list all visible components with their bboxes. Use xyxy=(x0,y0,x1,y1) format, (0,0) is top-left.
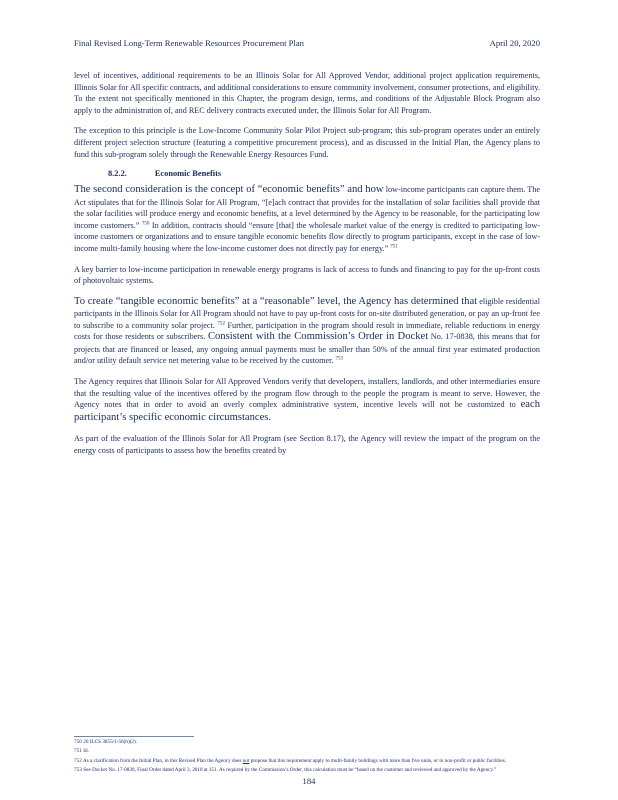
footnote-number: 752 xyxy=(74,757,82,764)
paragraph-lead-text: To create “tangible economic benefits” at a “reasonable” level, the Agency has determined that xyxy=(74,295,478,307)
footnote xyxy=(74,767,540,774)
footnote-text: Id. xyxy=(83,748,89,755)
paragraph-body-text: Further, participation in the program should result in immediate, reliable reductions in energy costs for those residents or subscribers. xyxy=(74,320,541,342)
paragraph-body-text: eligible residential participants in the Illinois Solar for All Program should not have to pay up-front costs for on-site distributed generation, or pay an up-front fee to subscribe to a community solar project. xyxy=(74,296,541,330)
footnote-ref[interactable]: 753 xyxy=(335,356,343,362)
footnotes xyxy=(74,739,540,777)
paragraph-body-text: The Agency requires that Illinois Solar for All Approved Vendors verify that developers, installers, landlords, and other intermediaries ensure that the resulting value of the incentives offered by the program flow through to the people the program is meant to serve. However, the Agency notes that in order to avoid an overly complex administrative system, incentive levels will not be customized to xyxy=(74,376,540,410)
footnote-ref[interactable]: 751 xyxy=(390,244,398,250)
footnote-ref[interactable]: 750 xyxy=(141,221,150,227)
paragraph-lead-text: Consistent with the Commission’s Order in Docket xyxy=(207,331,429,343)
header-title: Final Revised Long-Term Renewable Resources Procurement Plan xyxy=(74,38,304,48)
section-number: 8.2.2. xyxy=(108,169,127,179)
footnote-text: As a clarification from the Initial Plan, in this Revised Plan the Agency does xyxy=(83,757,242,764)
footnote-ref[interactable]: 752 xyxy=(217,320,225,326)
paragraph-evaluation: As part of the evaluation of the Illinois Solar for All Program (see Section 8.17), the Agency will review the impact of the program on the energy costs of participants to assess how the benefits created by xyxy=(74,433,540,455)
footnote-number: 753 xyxy=(74,767,82,774)
section-title: Economic Benefits xyxy=(154,169,222,179)
main-text xyxy=(74,70,540,465)
footnote xyxy=(74,748,540,755)
footnote-divider xyxy=(74,736,194,737)
footnote-emphasis: not xyxy=(242,757,250,764)
footnote-text: 20 ILCS 3855/1-56(b)(2). xyxy=(83,739,138,745)
footnote xyxy=(74,739,540,746)
section-heading xyxy=(108,169,540,178)
footnote-text: See Docket No. 17-0838, Final Order dated April 3, 2018 at 151. As required by the Commission’s Order, this calculation must be “based on the customer and reviewed and approved by the Agency.” xyxy=(83,767,497,774)
paragraph-lead-text: each participant’s specific economic circumstances. xyxy=(74,399,540,423)
page-header xyxy=(74,38,540,48)
footnote-text: propose that this requirement apply to multi-family buildings with more than five units, or to non-profit or public facilities. xyxy=(250,757,507,764)
paragraph-body-text: low-income participants can capture them. The Act stipulates that for the Illinois Solar for All Program, “[e]ach contract that provides for the installation of solar facilities shall provide that the solar facilities will produce energy and economic benefits, at a level determined by the Agency to be reasonable, for the participating low income customers.” xyxy=(74,185,541,230)
paragraph-body-text: In addition, contracts should “ensure [that] the wholesale market value of the energy is credited to participating low-income customers or organizations and to ensure tangible economic benefits flow directly to program participants, except in the case of low-income multi-family housing where the low-income customer does not directly pay for energy.” xyxy=(74,220,541,253)
paragraph-lead-text: The second consideration is the concept of “economic benefits” and how xyxy=(74,184,384,196)
footnote-number: 751 xyxy=(74,748,82,755)
page-number: 184 xyxy=(302,776,316,786)
paragraph-approved-vendors xyxy=(74,376,540,424)
footnote-number: 750 xyxy=(74,739,82,745)
paragraph-exception: The exception to this principle is the Low-Income Community Solar Pilot Project sub-program; this sub-program operates under an entirely different project selection structure (featuring a competitive procurement process), and as discussed in the Initial Plan, the Agency plans to fund this sub-program solely through the Renewable Energy Resources Fund. xyxy=(74,126,540,159)
paragraph-incentive-level: level of incentives, additional requirements to be an Illinois Solar for All Approved Vendor, additional project application requirements, Illinois Solar for All specific contracts, and additional considerations to ensure community involvement, consumer protections, and eligibility. To the extent not specifically mentioned in this Chapter, the program design, terms, and conditions of the Adjustable Block Program also apply to the administration of, and REC delivery contracts executed under, the Illinois Solar for All Program. xyxy=(74,71,540,115)
paragraph-economic-benefits xyxy=(74,184,540,254)
header-date: April 20, 2020 xyxy=(489,38,540,48)
paragraph-body-text: No. 17-0838, this means that for projects that are financed or leased, any ongoing annual payments must be smaller than 50% of the annual first year estimated production and/or utility default service net metering value to be received by the customer. xyxy=(74,332,541,366)
paragraph-tangible-benefits xyxy=(74,296,540,367)
footnote xyxy=(74,758,540,765)
paragraph-barrier: A key barrier to low-income participation in renewable energy programs is lack of access to funds and financing to pay for the up-front costs of photovoltaic systems. xyxy=(74,264,540,286)
